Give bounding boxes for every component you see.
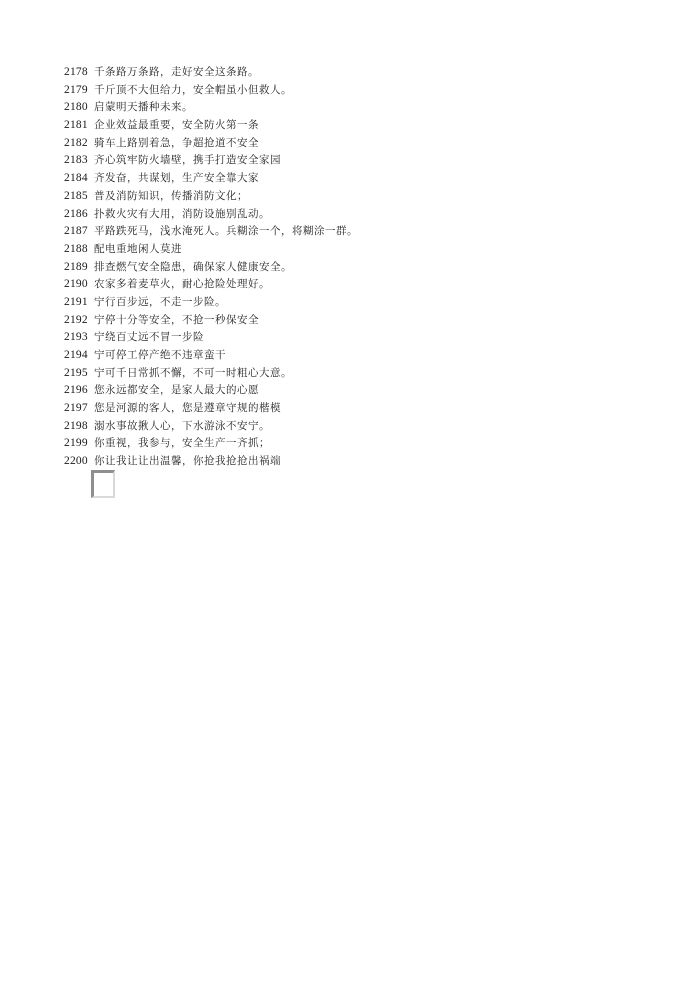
slogan-line	[64, 206, 664, 224]
slogan-line	[64, 241, 664, 259]
line-text: 千斤顶不大但给力，安全帽虽小但救人。	[94, 83, 292, 96]
line-number: 2178	[64, 66, 88, 78]
line-number: 2182	[64, 136, 88, 149]
line-number: 2183	[64, 154, 88, 167]
line-number: 2194	[64, 349, 88, 361]
line-text: 平路跌死马，浅水淹死人。兵糊涂一个，将糊涂一群。	[94, 225, 358, 238]
line-number: 2189	[64, 260, 88, 273]
line-number: 2191	[64, 295, 88, 308]
line-number: 2195	[64, 366, 88, 379]
line-text: 骑车上路别着急，争超抢道不安全	[94, 136, 259, 149]
line-text: 扑救火灾有大用，消防设施别乱动。	[94, 207, 270, 220]
slogan-line	[64, 152, 664, 170]
slogan-line	[64, 135, 664, 153]
line-number: 2198	[64, 419, 88, 432]
line-text: 普及消防知识，传播消防文化；	[94, 189, 248, 202]
line-number: 2187	[64, 225, 88, 238]
line-number: 2185	[64, 189, 88, 202]
line-text: 宁绕百丈远不冒一步险	[94, 331, 204, 344]
slogan-line	[64, 259, 664, 277]
line-text: 宁可千日常抓不懈，不可一时粗心大意。	[94, 366, 292, 379]
slogan-line	[64, 294, 664, 312]
line-number: 2197	[64, 402, 88, 415]
line-text: 宁停十分等安全，不抢一秒保安全	[94, 313, 259, 326]
line-number: 2193	[64, 331, 88, 344]
line-text: 溺水事故揪人心，下水游泳不安宁。	[94, 419, 270, 432]
line-text: 您永远都安全，是家人最大的心愿	[94, 384, 259, 397]
slogan-line	[64, 329, 664, 347]
line-number: 2190	[64, 278, 88, 291]
line-text: 配电重地闲人莫进	[94, 242, 182, 255]
line-text: 齐发奋，共谋划，生产安全靠大家	[94, 172, 259, 185]
line-text: 宁可停工停产绝不违章蛮干	[94, 349, 226, 361]
line-text: 千条路万条路，走好安全这条路。	[94, 66, 259, 78]
line-text: 启蒙明天播种未来。	[94, 101, 193, 114]
line-text: 宁行百步远，不走一步险。	[94, 295, 226, 308]
line-number: 2180	[64, 101, 88, 114]
slogan-line	[64, 453, 664, 471]
line-number: 2199	[64, 437, 88, 450]
line-number: 2179	[64, 83, 88, 96]
slogan-line	[64, 365, 664, 383]
slogan-line	[64, 382, 664, 400]
slogan-line	[64, 64, 664, 82]
text-cursor-box[interactable]	[91, 470, 115, 498]
slogan-line	[64, 99, 664, 117]
line-number: 2192	[64, 313, 88, 326]
line-text: 你重视，我参与，安全生产一齐抓；	[94, 437, 270, 450]
slogan-line	[64, 418, 664, 436]
line-number: 2184	[64, 172, 88, 185]
slogan-line	[64, 276, 664, 294]
line-number: 2188	[64, 242, 88, 255]
slogan-list	[64, 64, 664, 471]
slogan-line	[64, 170, 664, 188]
line-text: 企业效益最重要，安全防火第一条	[94, 119, 259, 132]
slogan-line	[64, 312, 664, 330]
line-text: 你让我让让出温馨，你抢我抢抢出祸端	[94, 455, 281, 468]
line-number: 2181	[64, 119, 88, 132]
line-number: 2200	[64, 455, 88, 468]
slogan-line	[64, 82, 664, 100]
slogan-line	[64, 188, 664, 206]
slogan-line	[64, 400, 664, 418]
line-number: 2196	[64, 384, 88, 397]
line-text: 齐心筑牢防火墙壁，携手打造安全家园	[94, 154, 281, 167]
line-text: 农家多着麦草火，耐心抢险处理好。	[94, 278, 270, 291]
slogan-line	[64, 435, 664, 453]
line-text: 您是河源的客人，您是遵章守规的楷模	[94, 402, 281, 415]
slogan-line	[64, 117, 664, 135]
slogan-line	[64, 347, 664, 365]
line-text: 排查燃气安全隐患，确保家人健康安全。	[94, 260, 292, 273]
line-number: 2186	[64, 207, 88, 220]
slogan-line	[64, 223, 664, 241]
